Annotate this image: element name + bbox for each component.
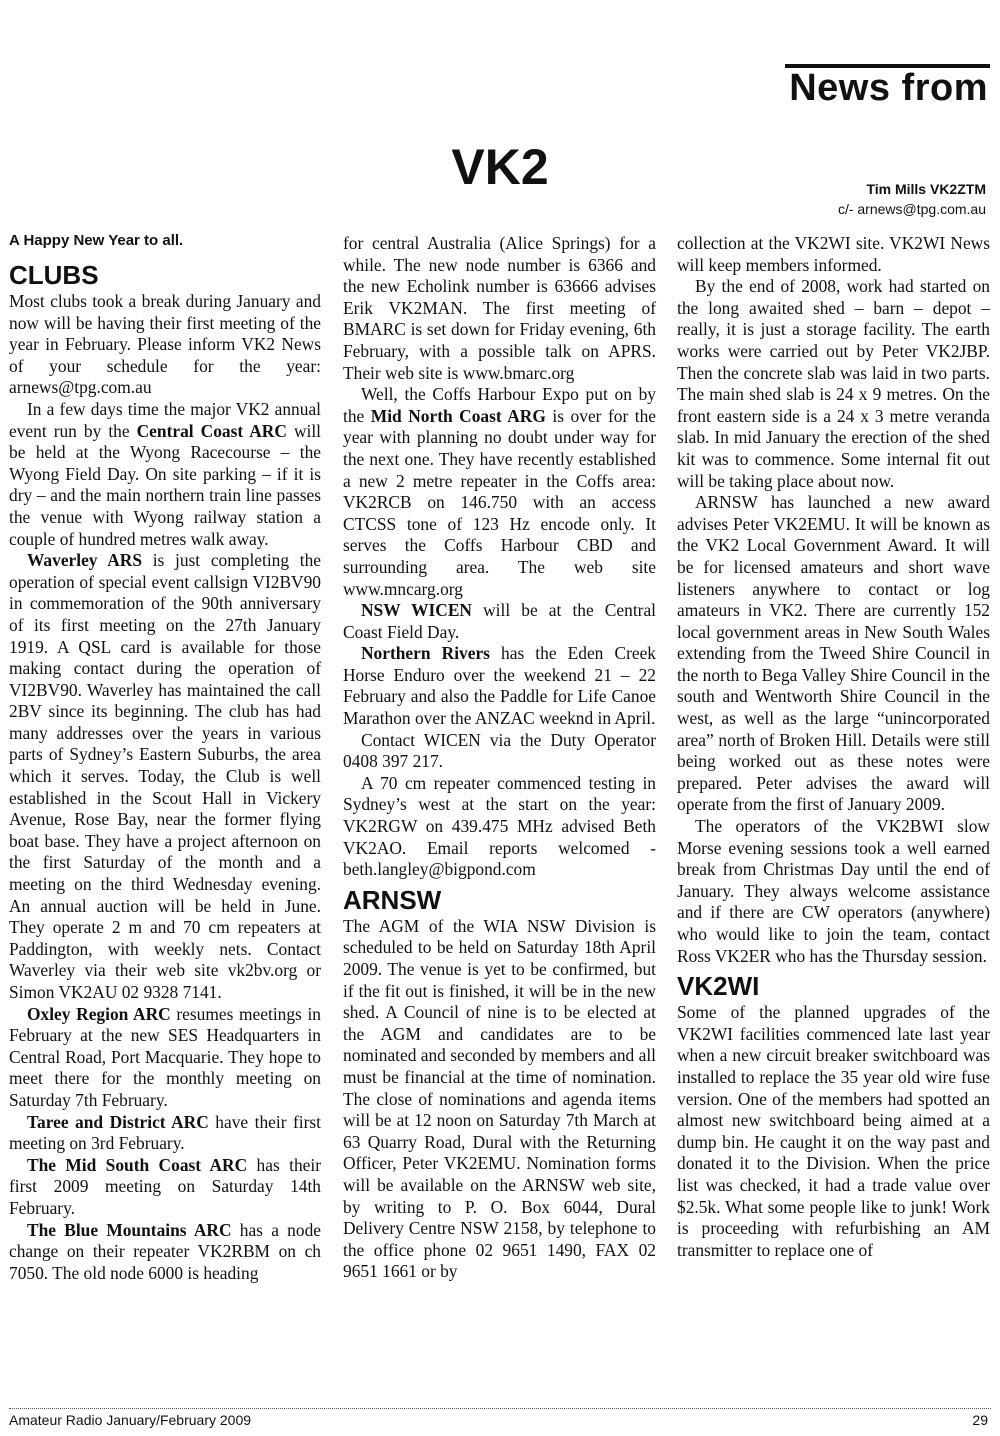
paragraph: The operators of the VK2BWI slow Morse evening sessions took a well earned break from Christmas Day until the end of January. They always welcome assistance and if there are CW operators (anywhere) who would like to join the team, contact Ross VK2ER who has the Thursday session. [677, 816, 990, 966]
author-name: Tim Mills VK2ZTM [866, 181, 986, 197]
paragraph: Taree and District ARC have their first meeting on 3rd February. [9, 1111, 321, 1154]
paragraph: Contact WICEN via the Duty Operator 0408 397 217. [343, 729, 656, 772]
paragraph: A 70 cm repeater commenced testing in Sydney’s west at the start on the year: VK2RGW on 439.475 MHz advised Beth VK2AO. Email reports welcomed - beth.langley@bigpond.com [343, 772, 656, 880]
club-name: Taree and District ARC [27, 1111, 209, 1132]
club-name: Northern Rivers [361, 643, 490, 664]
paragraph: Well, the Coffs Harbour Expo put on by the Mid North Coast ARG is over for the year with planning no doubt under way for the next one. They have recently established a new 2 metre repeater in the Coffs area: VK2RCB on 146.750 with an access CTCSS tone of 123 Hz encode only. It serves the Coffs Harbour CBD and surrounding area. The web site www.mncarg.org [343, 384, 657, 599]
lead-line: A Happy New Year to all. [9, 232, 184, 249]
paragraph: In a few days time the major VK2 annual event run by the Central Coast ARC will be held at the Wyong Racecourse – the Wyong Field Day. On site parking – if it is dry – and the main northern train line passes the venue with Wyong railway station a couple of hundred metres walk away. [9, 398, 321, 549]
club-name: Mid North Coast ARG [370, 405, 546, 426]
footer-publication: Amateur Radio January/February 2009 [9, 1412, 252, 1428]
page-title: VK2 [451, 139, 549, 195]
heading-vk2wi: VK2WI [677, 971, 760, 1002]
club-name: NSW WICEN [361, 600, 472, 621]
heading-arnsw: ARNSW [343, 884, 442, 915]
column-3 [677, 233, 990, 1261]
paragraph: ARNSW has launched a new award advises Peter VK2EMU. It will be known as the VK2 Local Government Award. It will be for licensed amateurs and short wave listeners anywhere to contact or log amateurs in VK2. There are currently 152 local government areas in New South Wales extending from the Tweed Shire Council in the north to Bega Valley Shire Council in the south and Wentworth Shire Council in the west, as well as the large “unincorporated area” north of Broken Hill. Details were still being worked out as these notes were prepared. Peter advises the award will operate from the first of January 2009. [677, 492, 990, 815]
page-number: 29 [972, 1412, 988, 1428]
club-name: The Mid South Coast ARC [27, 1154, 248, 1175]
section-tag: News from [789, 67, 988, 109]
column-2 [343, 233, 656, 1283]
club-name: Oxley Region ARC [27, 1003, 171, 1024]
paragraph: Northern Rivers has the Eden Creek Horse Enduro over the weekend 21 – 22 February and also the Paddle for Life Canoe Marathon over the ANZAC weeknd in April. [343, 643, 656, 729]
paragraph: The Mid South Coast ARC has their first 2009 meeting on Saturday 14th February. [9, 1154, 321, 1218]
heading-clubs: CLUBS [9, 260, 99, 290]
paragraph: The AGM of the WIA NSW Division is scheduled to be held on Saturday 18th April 2009. The venue is yet to be confirmed, but if the fit out is finished, it will be in the new shed. A Council of nine is to be elected at the AGM and candidates are to be nominated and seconded by members and all must be financial at the time of nomination. The close of nominations and agenda items will be at 12 noon on Saturday 7th March at 63 Quarry Road, Dural with the Returning Officer, Peter VK2EMU. Nomination forms will be available on the ARNSW web site, by writing to P. O. Box 6044, Dural Delivery Centre NSW 2158, by telephone to the office phone 02 9651 1490, FAX 02 9651 1661 or by [343, 915, 656, 1282]
paragraph: Some of the planned upgrades of the VK2WI facilities commenced late last year when a new circuit breaker switchboard was installed to replace the 35 year old wire fuse version. One of the members had spotted an almost new switchboard being aimed at a dump bin. He caught it on the way past and donated it to the Division. When the price list was checked, it had a trade value over $2.5k. What some people like to junk! Work is proceeding with refurbishing an AM transmitter to replace one of [677, 1002, 990, 1260]
paragraph: Most clubs took a break during January and now will be having their first meeting of the year in February. Please inform VK2 News of your schedule for the year: arnews@tpg.com.au [9, 291, 321, 398]
paragraph: By the end of 2008, work had started on the long awaited shed – barn – depot – really, it is just a storage facility. The earth works were carried out by Peter VK2JBP. Then the concrete slab was laid in two parts. The main shed slab is 24 x 9 metres. On the front eastern side is a 24 x 3 metre veranda slab. In mid January the erection of the shed kit was to commence. Some internal fit out will be taking place about now. [677, 276, 990, 491]
paragraph: NSW WICEN will be at the Central Coast Field Day. [343, 600, 656, 642]
author-block [838, 179, 986, 219]
footer-rule [9, 1408, 991, 1409]
author-email: c/- arnews@tpg.com.au [837, 201, 986, 217]
paragraph: collection at the VK2WI site. VK2WI News will keep members informed. [677, 233, 990, 275]
paragraph: for central Australia (Alice Springs) for a while. The new node number is 6366 and the new Echolink number is 63666 advises Erik VK2MAN. The first meeting of BMARC is set down for Friday evening, 6th February, with a possible talk on APRS. Their web site is www.bmarc.org [343, 233, 656, 383]
column-1 [9, 230, 321, 1284]
paragraph: The Blue Mountains ARC has a node change on their repeater VK2RBM on ch 7050. The old node 6000 is heading [9, 1219, 321, 1283]
club-name: Central Coast ARC [136, 420, 287, 441]
paragraph: Waverley ARS is just completing the operation of special event callsign VI2BV90 in commemoration of the 90th anniversary of its first meeting on the 27th January 1919. A QSL card is available for those making contact during the operation of VI2BV90. Waverley has maintained the call 2BV since its beginning. The club has had many addresses over the years in various parts of Sydney’s Eastern Suburbs, the area which it serves. Today, the Club is well established in the Scout Hall in Vickery Avenue, Rose Bay, near the former flying boat base. They have a project afternoon on the first Saturday of the month and a meeting on the third Wednesday evening. An annual auction will be held in June. They operate 2 m and 70 cm repeaters at Paddington, with weekly nets. Contact Waverley via their web site vk2bv.org or Simon VK2AU 02 9328 7141. [9, 550, 321, 1002]
paragraph: Oxley Region ARC resumes meetings in February at the new SES Headquarters in Central Road, Port Macquarie. They hope to meet there for the monthly meeting on Saturday 7th February. [9, 1003, 322, 1110]
club-name: The Blue Mountains ARC [27, 1219, 232, 1240]
club-name: Waverley ARS [27, 550, 143, 571]
